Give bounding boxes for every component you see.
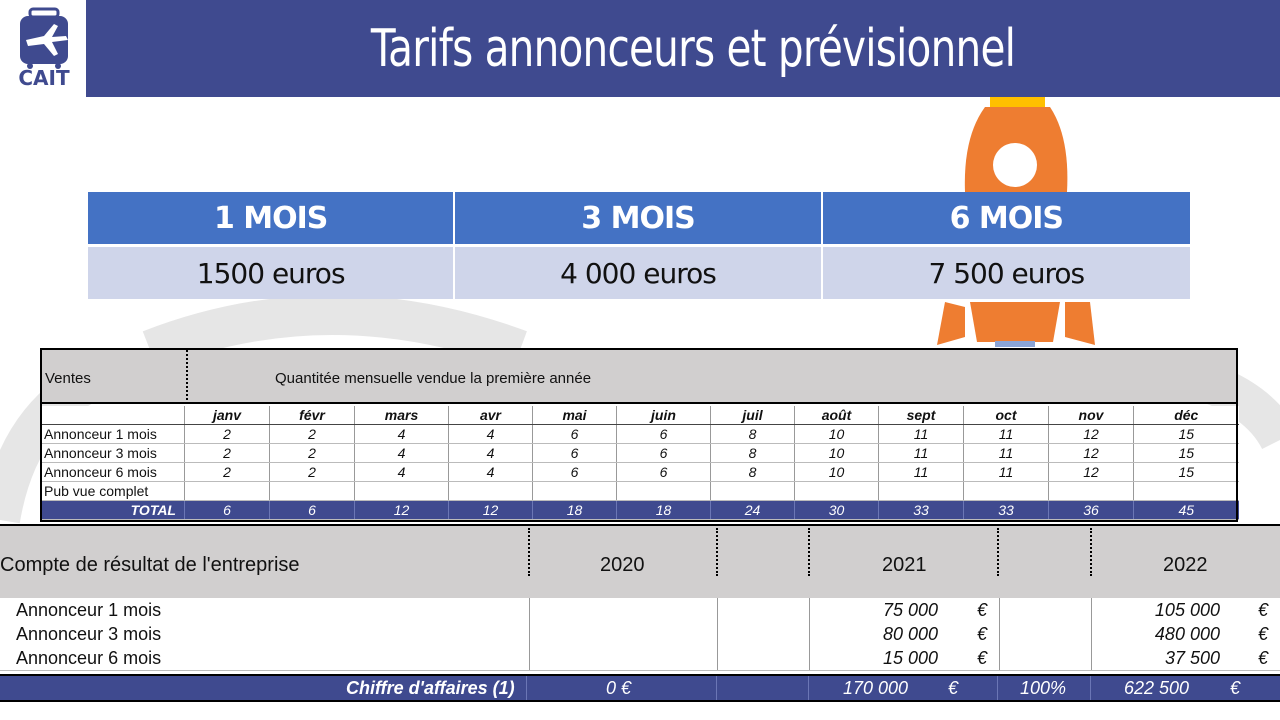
table-cell [449, 482, 533, 501]
table-cell: 4 [449, 425, 533, 444]
total-cell: 12 [449, 501, 533, 520]
month-header: oct [964, 406, 1049, 425]
row-label: Pub vue complet [41, 482, 185, 501]
divider [186, 350, 188, 404]
table-cell [185, 482, 270, 501]
table-cell: 10 [795, 425, 879, 444]
row-label: Annonceur 6 mois [41, 463, 185, 482]
row-label: Annonceur 1 mois [41, 425, 185, 444]
divider [1091, 622, 1092, 646]
table-cell [1134, 482, 1239, 501]
month-header: juil [711, 406, 795, 425]
currency-2021: € [977, 600, 988, 620]
divider [809, 598, 810, 622]
revenue-2022: 622 500 [1124, 678, 1190, 698]
total-label: TOTAL [41, 501, 185, 520]
table-cell: 4 [449, 444, 533, 463]
table-cell: 2 [270, 463, 355, 482]
pricing-table [88, 192, 1192, 299]
month-header: févr [270, 406, 355, 425]
divider [526, 676, 527, 700]
revenue-total-row [0, 674, 1280, 702]
table-cell [1049, 482, 1134, 501]
value-2022: 37 500 [1164, 648, 1220, 668]
divider [1091, 646, 1092, 670]
table-cell: 12 [1049, 425, 1134, 444]
table-row [41, 482, 1239, 501]
currency-2021: € [977, 624, 988, 644]
pricing-value-row [88, 244, 1192, 299]
table-cell: 11 [879, 425, 964, 444]
table-cell: 4 [355, 444, 449, 463]
month-header: mars [355, 406, 449, 425]
revenue-total-label: Chiffre d'affaires (1) [346, 678, 515, 698]
table-row [41, 425, 1239, 444]
divider [999, 598, 1000, 622]
table-cell: 6 [617, 444, 711, 463]
table-cell: 2 [270, 425, 355, 444]
row-label: Annonceur 6 mois [16, 648, 162, 668]
month-header: mai [533, 406, 617, 425]
month-header: janv [185, 406, 270, 425]
sales-header [40, 348, 1238, 404]
table-cell: 2 [185, 425, 270, 444]
income-statement-header [0, 524, 1280, 600]
value-2022: 480 000 [1154, 624, 1220, 644]
income-row [0, 598, 1280, 623]
table-cell [270, 482, 355, 501]
row-label: Annonceur 1 mois [16, 600, 162, 620]
month-header: août [795, 406, 879, 425]
total-cell: 36 [1049, 501, 1134, 520]
value-2021: 15 000 [882, 648, 938, 668]
month-header: nov [1049, 406, 1134, 425]
year-2020: 2020 [600, 554, 645, 576]
currency-2022: € [1258, 624, 1269, 644]
divider [808, 528, 810, 576]
divider [716, 528, 718, 576]
pricing-price-3: 7 500 euros [823, 244, 1192, 299]
pricing-price-1: 1500 euros [88, 244, 455, 299]
divider [809, 622, 810, 646]
table-cell [617, 482, 711, 501]
month-header: déc [1134, 406, 1239, 425]
divider [809, 646, 810, 670]
sales-subtitle: Quantitée mensuelle vendue la première année [275, 370, 592, 387]
revenue-2021-currency: € [948, 678, 959, 698]
value-2022: 105 000 [1154, 600, 1220, 620]
income-row [0, 622, 1280, 647]
page-title: Tarifs annonceurs et prévisionnel [370, 18, 1016, 79]
divider [808, 676, 809, 700]
table-cell: 15 [1134, 463, 1239, 482]
table-cell: 6 [533, 444, 617, 463]
divider [1091, 598, 1092, 622]
divider [1090, 676, 1091, 700]
total-cell: 18 [533, 501, 617, 520]
total-cell: 33 [964, 501, 1049, 520]
sales-label: Ventes [45, 370, 91, 387]
revenue-2020: 0 € [606, 678, 632, 698]
income-statement [0, 522, 1280, 720]
value-2021: 80 000 [882, 624, 938, 644]
total-cell: 18 [617, 501, 711, 520]
month-header: sept [879, 406, 964, 425]
divider [529, 646, 530, 670]
table-cell: 15 [1134, 444, 1239, 463]
table-cell: 4 [449, 463, 533, 482]
total-row [41, 501, 1239, 520]
table-cell [533, 482, 617, 501]
table-cell: 11 [964, 463, 1049, 482]
total-cell: 33 [879, 501, 964, 520]
pricing-period-3: 6 MOIS [823, 192, 1192, 244]
table-cell: 8 [711, 444, 795, 463]
value-2021: 75 000 [882, 600, 938, 620]
table-cell: 2 [185, 463, 270, 482]
table-cell: 10 [795, 444, 879, 463]
month-header-row [41, 406, 1239, 425]
income-row [0, 646, 1280, 671]
revenue-growth: 100% [1020, 678, 1067, 698]
revenue-2021: 170 000 [843, 678, 909, 698]
divider [999, 622, 1000, 646]
table-cell: 6 [533, 425, 617, 444]
table-cell [795, 482, 879, 501]
divider [716, 676, 717, 700]
table-cell: 11 [879, 463, 964, 482]
currency-2021: € [977, 648, 988, 668]
income-statement-title: Compte de résultat de l'entreprise [0, 554, 300, 576]
divider [717, 598, 718, 622]
table-cell: 12 [1049, 463, 1134, 482]
divider [1090, 528, 1092, 576]
divider [997, 528, 999, 576]
table-cell [879, 482, 964, 501]
total-cell: 6 [270, 501, 355, 520]
pricing-period-2: 3 MOIS [455, 192, 822, 244]
sales-table [40, 348, 1238, 522]
total-cell: 45 [1134, 501, 1239, 520]
total-cell: 12 [355, 501, 449, 520]
table-cell: 12 [1049, 444, 1134, 463]
table-cell: 4 [355, 425, 449, 444]
table-cell: 8 [711, 425, 795, 444]
year-2021: 2021 [882, 554, 927, 576]
year-2022: 2022 [1163, 554, 1208, 576]
table-cell: 6 [617, 425, 711, 444]
row-label: Annonceur 3 mois [41, 444, 185, 463]
divider [999, 646, 1000, 670]
table-cell: 11 [964, 425, 1049, 444]
table-cell: 8 [711, 463, 795, 482]
table-cell: 6 [533, 463, 617, 482]
table-row [41, 444, 1239, 463]
table-cell [355, 482, 449, 501]
table-cell: 10 [795, 463, 879, 482]
table-cell [711, 482, 795, 501]
table-cell: 11 [964, 444, 1049, 463]
table-row [41, 463, 1239, 482]
revenue-2022-currency: € [1230, 678, 1241, 698]
divider [529, 598, 530, 622]
sales-grid [40, 406, 1239, 520]
logo-text: CAIT [18, 66, 70, 90]
currency-2022: € [1258, 648, 1269, 668]
divider [528, 528, 530, 576]
total-cell: 24 [711, 501, 795, 520]
pricing-header-row [88, 192, 1192, 244]
pricing-period-1: 1 MOIS [88, 192, 455, 244]
table-cell: 11 [879, 444, 964, 463]
table-cell: 2 [185, 444, 270, 463]
divider [717, 622, 718, 646]
total-cell: 30 [795, 501, 879, 520]
table-cell [964, 482, 1049, 501]
divider [997, 676, 998, 700]
pricing-price-2: 4 000 euros [455, 244, 822, 299]
divider [529, 622, 530, 646]
table-cell: 15 [1134, 425, 1239, 444]
empty-cell [41, 406, 185, 425]
total-cell: 6 [185, 501, 270, 520]
month-header: avr [449, 406, 533, 425]
row-label: Annonceur 3 mois [16, 624, 162, 644]
currency-2022: € [1258, 600, 1269, 620]
table-cell: 4 [355, 463, 449, 482]
month-header: juin [617, 406, 711, 425]
table-cell: 6 [617, 463, 711, 482]
table-cell: 2 [270, 444, 355, 463]
divider [717, 646, 718, 670]
